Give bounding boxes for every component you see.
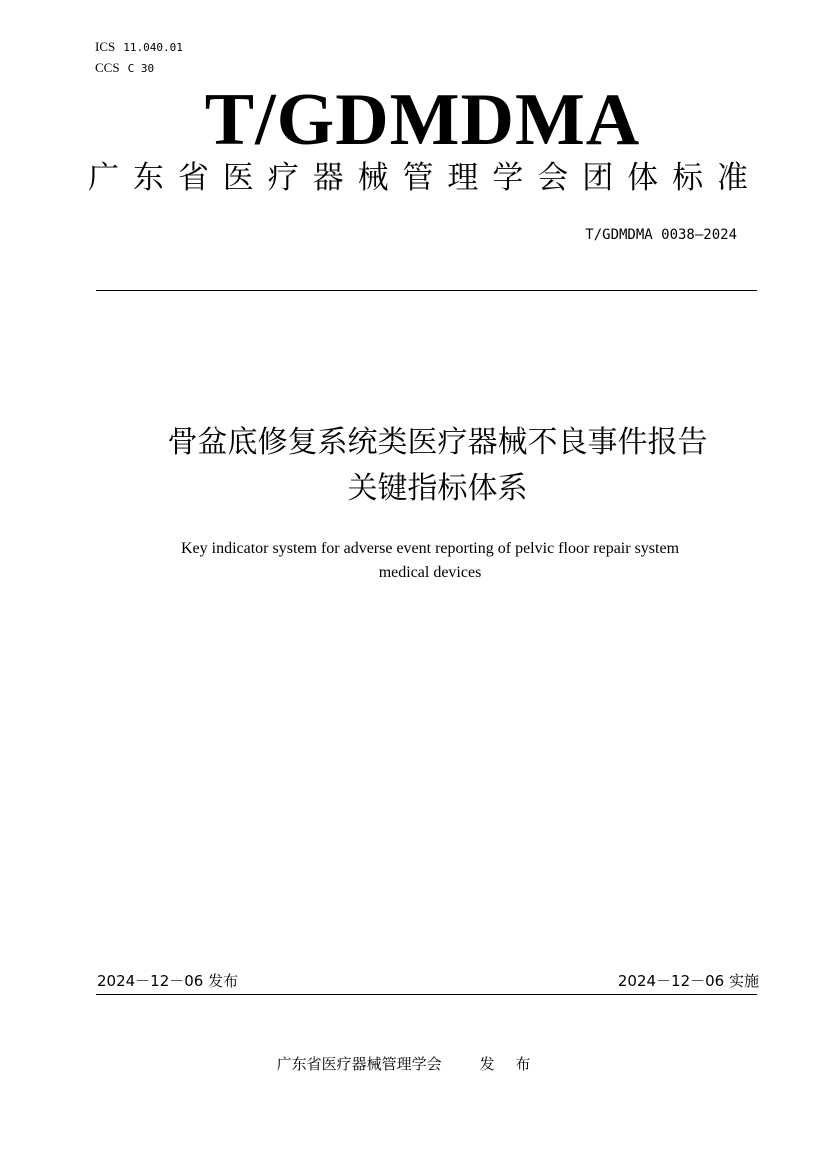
ccs-label: CCS [95,60,120,75]
ccs-value: C 30 [127,62,155,75]
english-title-line-2: medical devices [378,564,482,581]
publisher-name: 广东省医疗器械管理学会 [276,1055,442,1073]
chinese-title-line-2: 关键指标体系 [347,471,528,506]
ics-label: ICS [95,39,116,54]
chinese-title-line-1: 骨盆底修复系统类医疗器械不良事件报告 [167,425,708,460]
top-divider [96,290,757,291]
org-standard-name: 广东省医疗器械管理学会团体标准 [88,160,748,196]
implementation-date: 2024－12－06 实施 [617,972,759,990]
issue-date: 2024－12－06 发布 [97,972,239,990]
english-title [80,537,780,585]
chinese-title [60,420,815,512]
english-title-line-1: Key indicator system for adverse event reporting of pelvic floor repair system [180,540,680,557]
ics-value: 11.040.01 [123,41,183,54]
org-code-logo: T/GDMDMA [204,79,641,161]
ccs-code [95,61,154,76]
publisher-line [0,1054,815,1074]
ics-code [95,40,183,55]
publish-action: 发 布 [479,1055,539,1073]
bottom-divider [96,994,757,995]
document-number: T/GDMDMA 0038—2024 [585,227,737,243]
